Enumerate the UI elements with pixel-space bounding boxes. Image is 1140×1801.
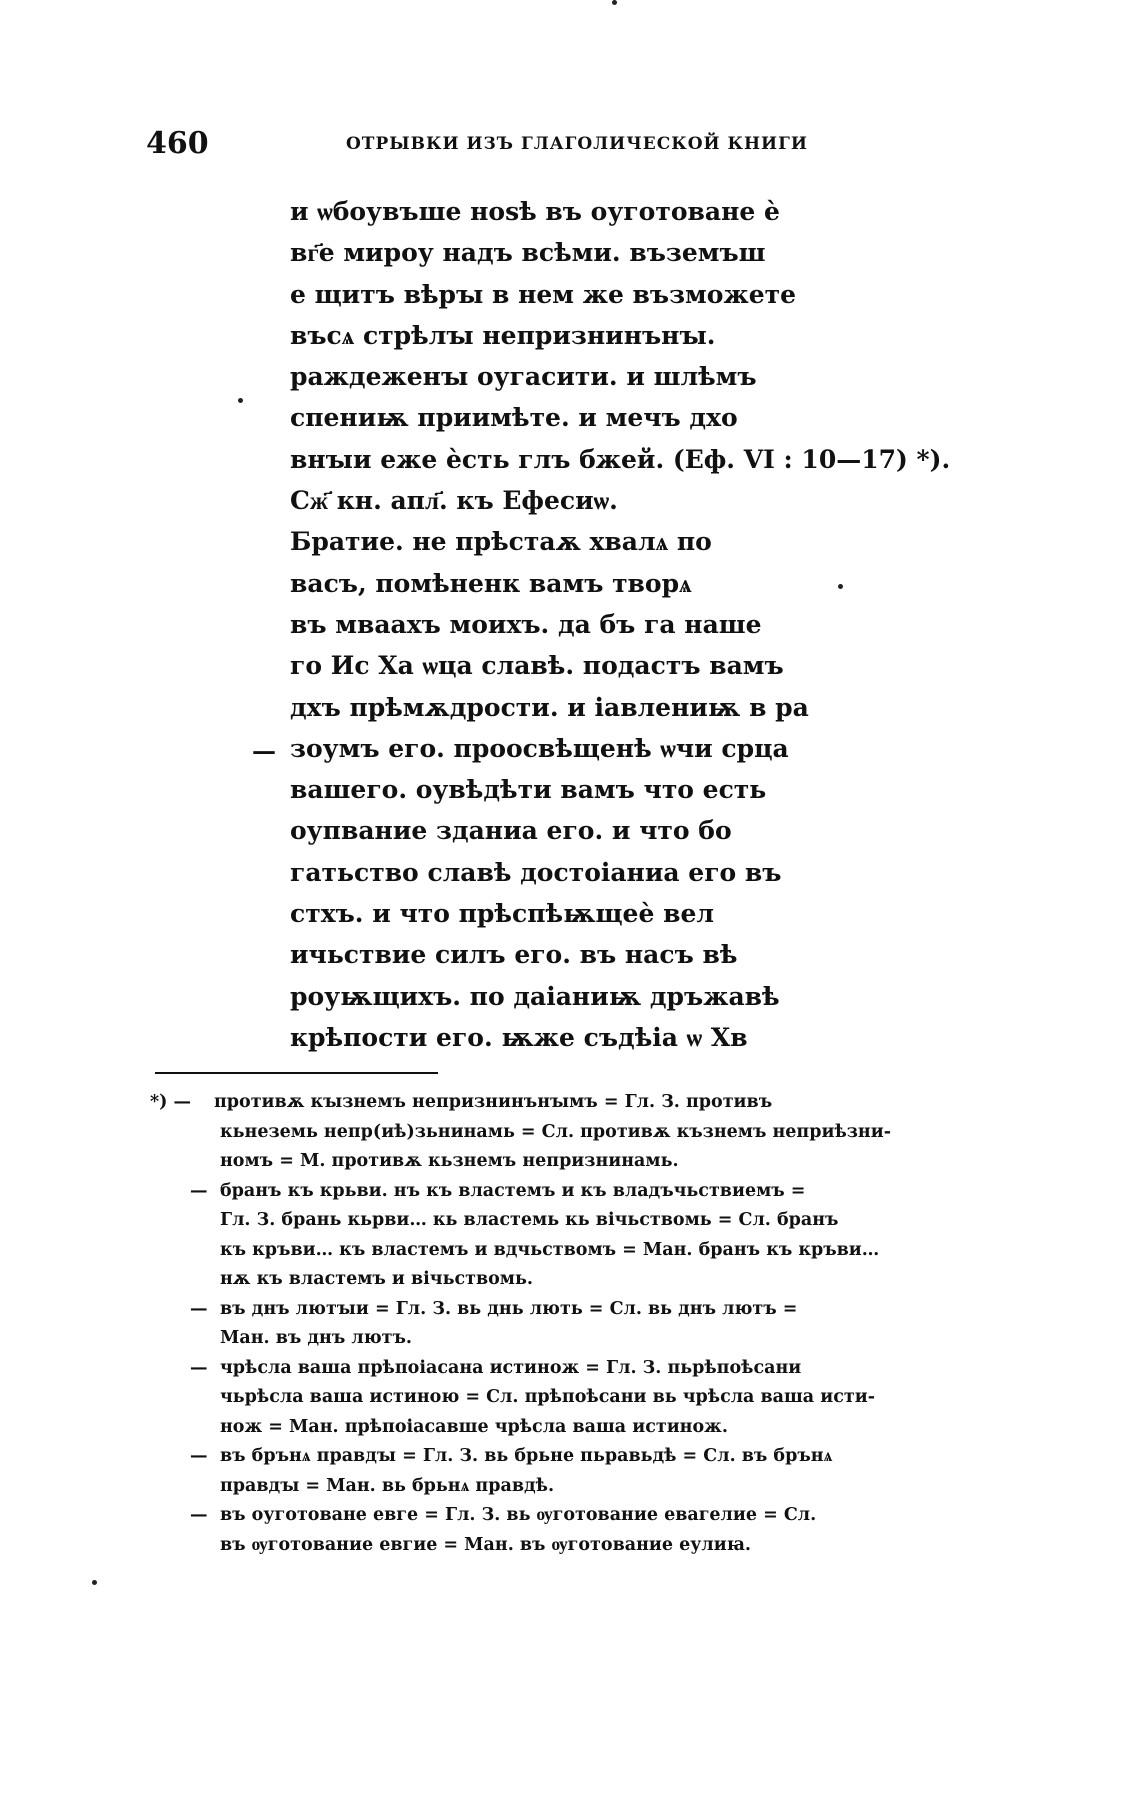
text-line: Братие. не прѣстаѫ хвалѧ по <box>290 527 712 557</box>
text-line: въ мваахъ моихъ. да бъ га наше <box>290 609 762 639</box>
footnote-line: чьрѣсла ваша истиною = Сл. прѣпоѣсани вь чрѣсла ваша исти- <box>220 1387 875 1407</box>
text-line: го Ис Ха ѡца славѣ. подастъ вамъ <box>290 651 784 681</box>
print-speck <box>238 398 243 403</box>
footnote <box>150 1295 1010 1354</box>
footnote-line: чрѣсла ваша прѣпоіасана истинож = Гл. З. пьрѣпоѣсани <box>220 1357 802 1378</box>
page-number: 460 <box>146 126 209 161</box>
text-line: оупвание зданиа его. и что бо <box>290 816 732 846</box>
footnote-line: къ кръви… къ властемъ и вдчьствомъ = Ман. бранъ къ кръви… <box>220 1239 880 1260</box>
footnote-line: нѫ къ властемъ и вічьствомь. <box>220 1269 533 1289</box>
text-line: е щитъ вѣрꙑ в нем же възможете <box>290 279 796 309</box>
running-title: ОТРЫВКИ ИЗЪ ГЛАГОЛИЧЕСКОЙ КНИГИ <box>346 134 808 154</box>
print-speck <box>838 584 843 589</box>
footnote-divider <box>155 1072 438 1074</box>
footnote-line: Гл. З. брань кьрви… кь властемь кь вічьствомь = Сл. бранъ <box>220 1210 839 1230</box>
footnote-line: бранъ къ крьви. нъ къ властемъ и къ владъчьствиемъ = <box>220 1180 806 1201</box>
text-line: гатьство славѣ достоіаниа его въ <box>290 857 782 887</box>
text-line: вашего. оувѣдѣти вамъ что есть <box>290 775 767 805</box>
text-line: вг҃е мироу надъ всѣми. въземъш <box>290 238 766 268</box>
main-text-column <box>290 191 990 1058</box>
text-line: ичьствие силъ его. въ насъ вѣ <box>290 940 738 970</box>
text-line: Сж҃ кн. апл҃. къ Ефесиѡ. <box>290 486 618 516</box>
text-line: крѣпости его. ѭже съдѣіа ѡ Хв <box>290 1022 748 1052</box>
text-line: роуѭщихъ. по даіаниѭ дръжавѣ <box>290 981 780 1011</box>
footnote <box>150 1354 1010 1443</box>
margin-dash: — <box>252 736 276 765</box>
footnote <box>150 1088 1010 1177</box>
footnote-line: кьнеземь непр(иѣ)зьнинамь = Сл. противѫ къзнемъ неприѣзни- <box>220 1121 891 1142</box>
footnote-line: въ днъ лютꙑи = Гл. З. вь днь лють = Сл. вь днъ лютъ = <box>220 1298 798 1319</box>
footnote-line: номъ = М. противѫ кьзнемъ непризнинамь. <box>220 1151 679 1171</box>
footnote-marker: — <box>190 1357 208 1378</box>
footnote-marker: — <box>190 1505 208 1525</box>
text-line: дхъ прѣмѫдрости. и іавлениѭ в ра <box>290 692 809 722</box>
text-line: стхъ. и что прѣспѣѭщеѐ вел <box>290 899 714 929</box>
footnote-line: противѫ кꙑзнемъ непризнинънꙑмъ = Гл. З. противъ <box>214 1092 773 1112</box>
text-line: зоумъ его. проосвѣщенѣ ѡчи срца <box>290 733 789 763</box>
footnote <box>150 1177 1010 1295</box>
footnote-line: въ брънѧ правдꙑ = Гл. З. вь брьне пьравьдѣ = Сл. въ брънѧ <box>220 1446 833 1466</box>
footnotes <box>150 1088 1010 1560</box>
footnote-marker: — <box>190 1446 208 1466</box>
footnote-marker: — <box>190 1298 208 1319</box>
footnote <box>150 1501 1010 1560</box>
footnote-line: въ ѹготование евгие = Ман. въ ѹготование еулиꙗ. <box>220 1534 752 1555</box>
text-line: въсѧ стрѣлꙑ непризнинънꙑ. <box>290 320 716 350</box>
footnote-marker: — <box>190 1180 208 1201</box>
text-line: внꙑи еже ѐсть глъ бжей. (Еф. VI : 10—17) *). <box>290 444 951 474</box>
print-speck <box>92 1580 97 1585</box>
text-line: спениѭ приимѣте. и мечъ дхо <box>290 403 738 433</box>
footnote-line: Ман. въ днъ лютъ. <box>220 1328 413 1348</box>
print-speck <box>612 0 617 5</box>
text-line: раждеженꙑ оугасити. и шлѣмъ <box>290 362 757 392</box>
footnote-line: нож = Ман. прѣпоіасавше чрѣсла ваша истинож. <box>220 1416 728 1437</box>
page-header <box>146 126 846 166</box>
footnote <box>150 1442 1010 1501</box>
text-line: и ѡбоувъше ноѕѣ въ оуготоване ѐ <box>290 197 780 226</box>
footnote-marker: *) — <box>150 1092 192 1112</box>
footnote-line: въ оуготоване евге = Гл. З. вь ѹготование евагелие = Сл. <box>220 1505 817 1525</box>
footnote-line: правдꙑ = Ман. вь брьнѧ правдѣ. <box>220 1475 555 1496</box>
text-line: васъ, помѣненк вамъ творѧ <box>290 568 692 598</box>
